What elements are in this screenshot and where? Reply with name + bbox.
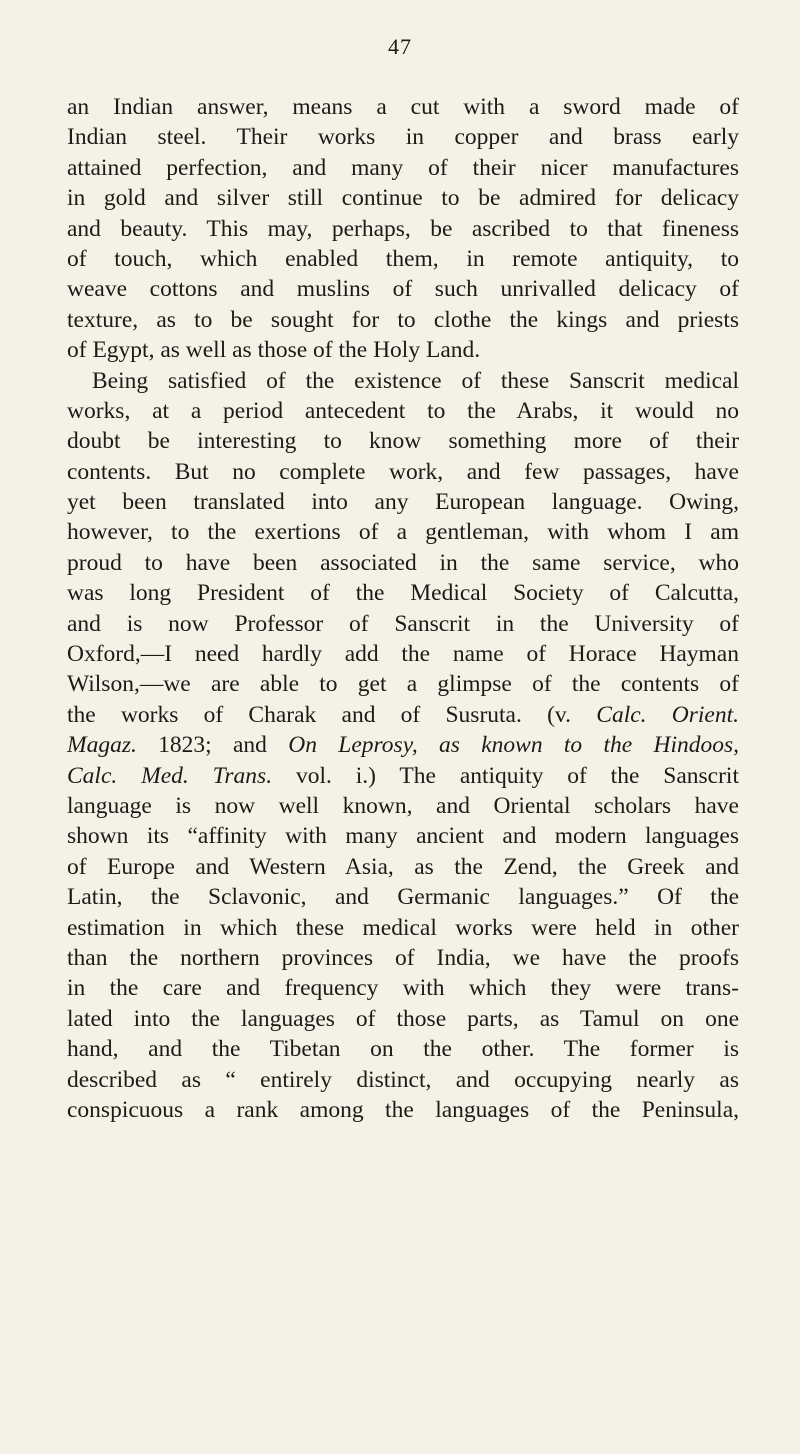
text-line: [67, 882, 739, 912]
text-segment: doubt be interesting to know something more of their: [67, 428, 739, 455]
text-segment: and beauty. This may, perhaps, be ascribed to that fineness: [67, 215, 739, 242]
text-segment: conspicuous a rank among the languages of the Peninsula,: [67, 1096, 739, 1123]
text-segment: contents. But no complete work, and few passages, have: [67, 458, 739, 485]
text-segment: described as “ entirely distinct, and occupying nearly as: [67, 1066, 739, 1093]
text-line: [67, 1004, 739, 1034]
text-segment: Oxford,—I need hardly add the name of Horace Hayman: [67, 641, 739, 668]
text-line: [67, 852, 739, 882]
text-line: [67, 609, 739, 639]
text-line: [67, 639, 739, 669]
text-line: [67, 517, 739, 547]
italic-citation: Calc. Med. Trans.: [67, 762, 273, 789]
text-line: [67, 1034, 739, 1064]
text-segment: in the care and frequency with which they were trans-: [67, 975, 739, 1002]
text-segment: however, to the exertions of a gentleman, with whom I am: [67, 519, 739, 546]
text-segment: Latin, the Sclavonic, and Germanic languages.” Of the: [67, 884, 739, 911]
text-segment: the works of Charak and of Susruta. (v.: [67, 701, 597, 728]
text-segment: and is now Professor of Sanscrit in the University of: [67, 610, 739, 637]
text-segment: of Europe and Western Asia, as the Zend, the Greek and: [67, 853, 739, 880]
text-segment: works, at a period antecedent to the Arabs, it would no: [67, 397, 739, 424]
text-line: [67, 366, 739, 396]
text-segment: hand, and the Tibetan on the other. The former is: [67, 1036, 739, 1063]
text-segment: proud to have been associated in the same service, who: [67, 549, 739, 576]
italic-citation: On Leprosy, as known to the Hindoos,: [288, 732, 739, 759]
text-segment: of touch, which enabled them, in remote antiquity, to: [67, 245, 739, 272]
text-segment: was long President of the Medical Society of Calcutta,: [67, 580, 739, 607]
text-segment: weave cottons and muslins of such unrivalled delicacy of: [67, 276, 739, 303]
page-number: 47: [388, 34, 412, 59]
text-segment: an Indian answer, means a cut with a sword made of: [67, 94, 739, 120]
text-line: [67, 700, 739, 730]
text-line: [67, 730, 739, 760]
text-segment: yet been translated into any European language. Owing,: [67, 489, 739, 516]
text-line: [67, 761, 739, 791]
text-segment: Wilson,—we are able to get a glimpse of the contents of: [67, 671, 739, 698]
text-line: [67, 669, 739, 699]
text-segment: language is now well known, and Oriental scholars have: [67, 792, 739, 819]
text-segment: Being satisfied of the existence of these Sanscrit medical: [92, 367, 739, 394]
text-line: [67, 396, 739, 426]
text-line: [67, 274, 739, 304]
body-text: [67, 92, 739, 1125]
text-line: [67, 153, 739, 183]
text-segment: texture, as to be sought for to clothe the kings and priests: [67, 306, 739, 333]
text-line: [67, 913, 739, 943]
text-line: [67, 578, 739, 608]
text-line: [67, 122, 739, 152]
text-line: [67, 183, 739, 213]
italic-citation: Calc. Orient.: [596, 701, 739, 728]
text-line: [67, 92, 739, 122]
text-segment: lated into the languages of those parts, as Tamul on one: [67, 1005, 739, 1032]
text-line: [67, 943, 739, 973]
text-segment: in gold and silver still continue to be admired for delicacy: [67, 185, 739, 212]
text-line: [67, 335, 739, 365]
text-segment: estimation in which these medical works were held in other: [67, 914, 739, 941]
text-line: [67, 973, 739, 1003]
text-line: [67, 244, 739, 274]
text-line: [67, 548, 739, 578]
text-line: [67, 487, 739, 517]
text-line: [67, 1095, 739, 1125]
text-segment: 1823; and: [136, 732, 289, 759]
text-line: [67, 821, 739, 851]
italic-citation: Magaz.: [67, 732, 137, 759]
text-segment: Indian steel. Their works in copper and brass early: [67, 124, 739, 151]
text-segment: than the northern provinces of India, we have the proofs: [67, 944, 739, 971]
text-line: [67, 426, 739, 456]
text-line: [67, 791, 739, 821]
text-segment: shown its “affinity with many ancient and modern languages: [67, 823, 739, 850]
text-line: [67, 457, 739, 487]
text-line: [67, 305, 739, 335]
text-segment: vol. i.) The antiquity of the Sanscrit: [272, 762, 739, 789]
text-line: [67, 214, 739, 244]
text-segment: attained perfection, and many of their nicer manufactures: [67, 154, 739, 181]
text-segment: of Egypt, as well as those of the Holy Land.: [67, 337, 481, 364]
text-line: [67, 1065, 739, 1095]
